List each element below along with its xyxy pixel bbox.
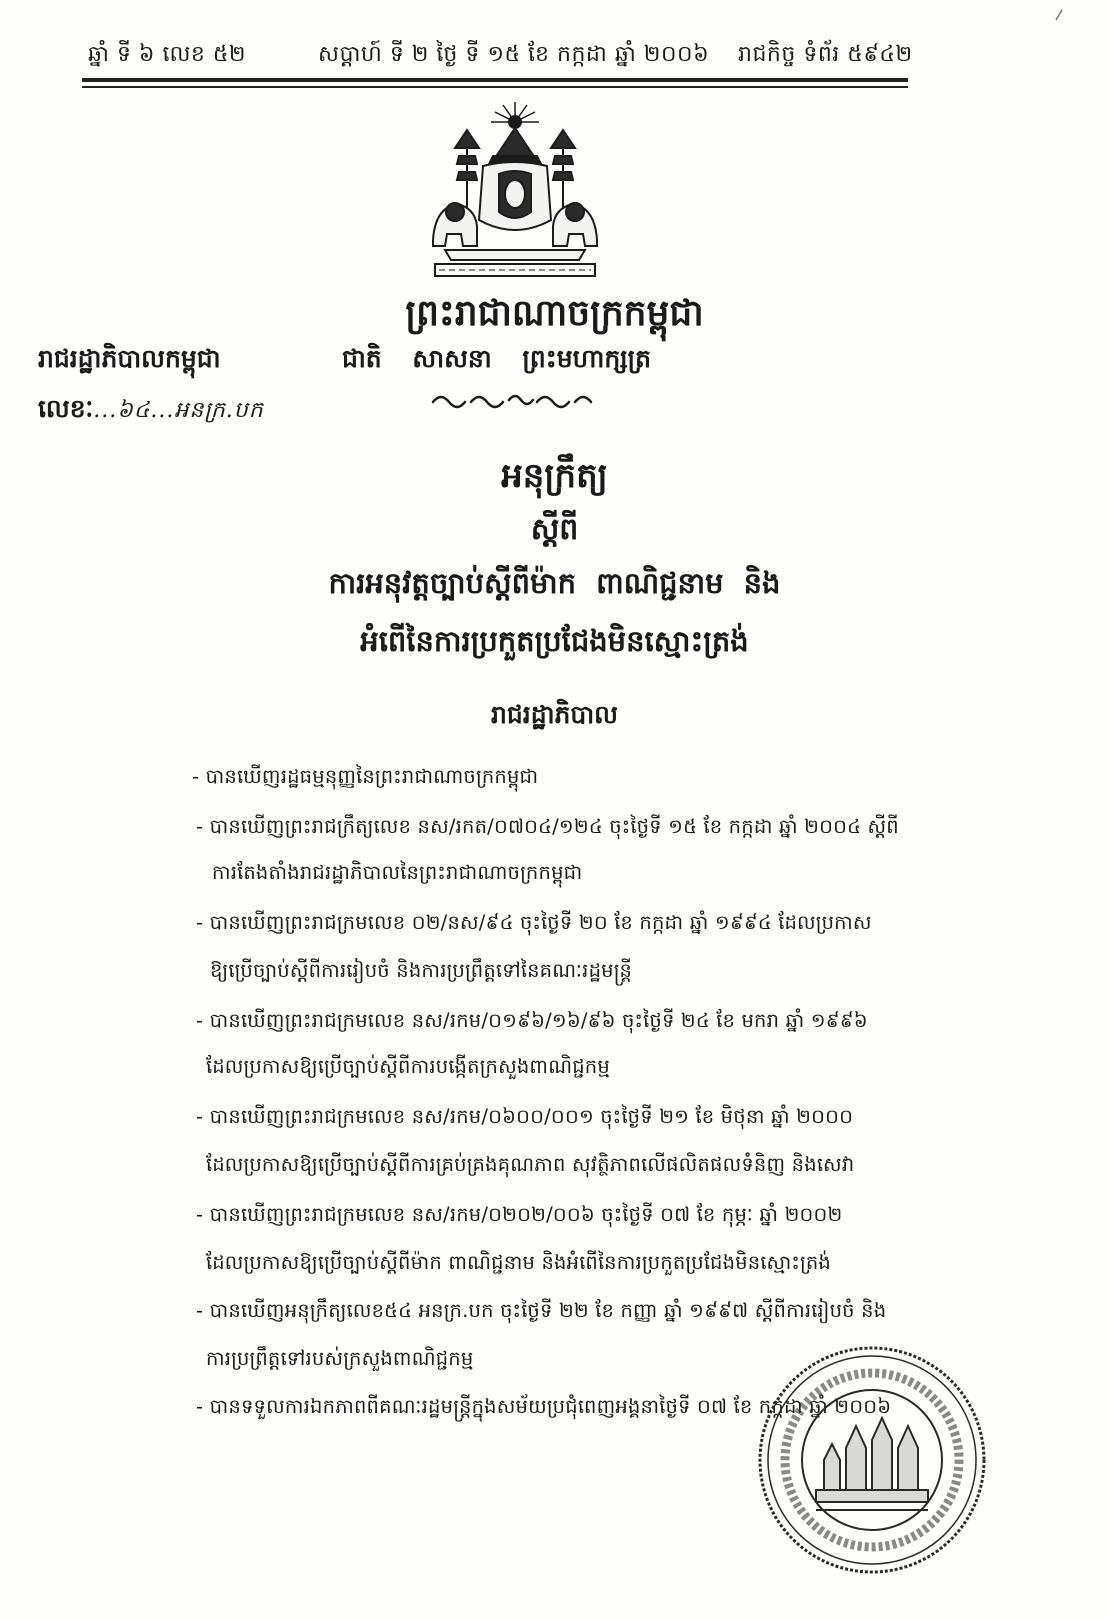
- document-number-label: លេខៈ: [38, 394, 94, 423]
- recital-line: ដែលប្រកាសឱ្យប្រើច្បាប់ស្តីពីការគ្រប់គ្រងគុណភាព សុវត្ថិភាពលើផលិតផលទំនិញ និងសេវា: [206, 1153, 855, 1176]
- recital-line: - បានឃើញព្រះរាជក្រមលេខ នស/រកម/០២០២/០០៦ ចុះថ្ងៃទី ០៧ ខែ កុម្ភៈ ឆ្នាំ ២០០២: [196, 1203, 843, 1226]
- document-number-value: ...៦៤...អនក្រ.បក: [93, 398, 264, 423]
- national-motto: ជាតិ សាសនា ព្រះមហាក្សត្រ: [342, 344, 651, 373]
- document-type-title: អនុក្រឹត្យ: [501, 456, 608, 496]
- recital-line: ដែលប្រកាសឱ្យប្រើច្បាប់ស្តីពីម៉ាក ពាណិជ្ជនាម និងអំពើនៃការប្រកួតប្រជែងមិនស្មោះត្រង់: [206, 1251, 831, 1274]
- recital-line: - បានឃើញព្រះរាជក្រមលេខ នស/រកម/០៦០០/០០១ ចុះថ្ងៃទី ២១ ខែ មិថុនា ឆ្នាំ ២០០០: [196, 1105, 854, 1128]
- issuing-government: រាជរដ្ឋាភិបាលកម្ពុជា: [38, 344, 221, 373]
- document-number: [38, 394, 264, 430]
- scan-speck: [1054, 8, 1064, 22]
- recital-line: ការតែងតាំងរាជរដ្ឋាភិបាលនៃព្រះរាជាណាចក្រកម្ពុជា: [212, 861, 583, 884]
- recital-line: ការប្រព្រឹត្តទៅរបស់ក្រសួងពាណិជ្ជកម្ម: [206, 1347, 474, 1370]
- kingdom-title: ព្រះរាជាណាចក្រកម្ពុជា: [405, 292, 704, 334]
- official-seal-stamp-icon: [752, 1340, 992, 1580]
- recital-line: - បានឃើញរដ្ឋធម្មនុញ្ញនៃព្រះរាជាណាចក្រកម្ពុជា: [192, 765, 539, 788]
- about-label: ស្តីពី: [530, 512, 579, 547]
- recital-line: - បានឃើញអនុក្រឹត្យលេខ៥៤ អនក្រ.បក ចុះថ្ងៃទី ២២ ខែ កញ្ញា ឆ្នាំ ១៩៩៧ ស្តីពីការរៀបចំ និង: [196, 1299, 887, 1322]
- gazette-week-date: សប្តាហ៍ ទី ២ ថ្ងៃ ទី ១៥ ខែ កក្កដា ឆ្នាំ ២០០៦: [318, 42, 710, 67]
- subject-line-1: ការអនុវត្តច្បាប់ស្តីពីម៉ាក ពាណិជ្ជនាម និង: [328, 566, 781, 600]
- header-rule-thin: [82, 86, 908, 88]
- recital-line: - បានឃើញព្រះរាជក្រមលេខ ០២/នស/៩៤ ចុះថ្ងៃទី ២០ ខែ កក្កដា ឆ្នាំ ១៩៩៤ ដែលប្រកាស: [196, 911, 872, 934]
- recital-line: ឱ្យប្រើច្បាប់ស្តីពីការរៀបចំ និងការប្រព្រឹត្តទៅនៃគណៈរដ្ឋមន្ត្រី: [210, 959, 633, 982]
- issuing-authority-heading: រាជរដ្ឋាភិបាល: [491, 700, 618, 729]
- recital-line: - បានទទួលការឯកភាពពីគណៈរដ្ឋមន្ត្រីក្នុងសម័យប្រជុំពេញអង្គនាថ្ងៃទី ០៧ ខែ កក្កដា ឆ្នាំ ២០០៦: [196, 1395, 892, 1418]
- recital-line: - បានឃើញព្រះរាជក្រមលេខ នស/រកម/០១៩៦/១៦/៩៦ ចុះថ្ងៃទី ២៤ ខែ មករា ឆ្នាំ ១៩៩៦: [196, 1009, 868, 1032]
- gazette-page-number: រាជកិច្ច ទំព័រ ៥៩៤២: [738, 42, 913, 67]
- recital-line: - បានឃើញព្រះរាជក្រឹត្យលេខ នស/រកត/០៧០៤/១២៤ ចុះថ្ងៃទី ១៥ ខែ កក្កដា ឆ្នាំ ២០០៤ ស្តីពី: [196, 815, 899, 838]
- royal-coat-of-arms-emblem: [425, 100, 605, 280]
- subject-line-2: អំពើនៃការប្រកួតប្រជែងមិនស្មោះត្រង់: [360, 624, 749, 658]
- recital-line: ដែលប្រកាសឱ្យប្រើច្បាប់ស្តីពីការបង្កើតក្រសួងពាណិជ្ជកម្ម: [206, 1055, 610, 1078]
- ornament-divider-icon: [425, 388, 605, 412]
- header-rule: [82, 78, 908, 82]
- gazette-year-issue: ឆ្នាំ ទី ៦ លេខ ៥២: [88, 42, 247, 67]
